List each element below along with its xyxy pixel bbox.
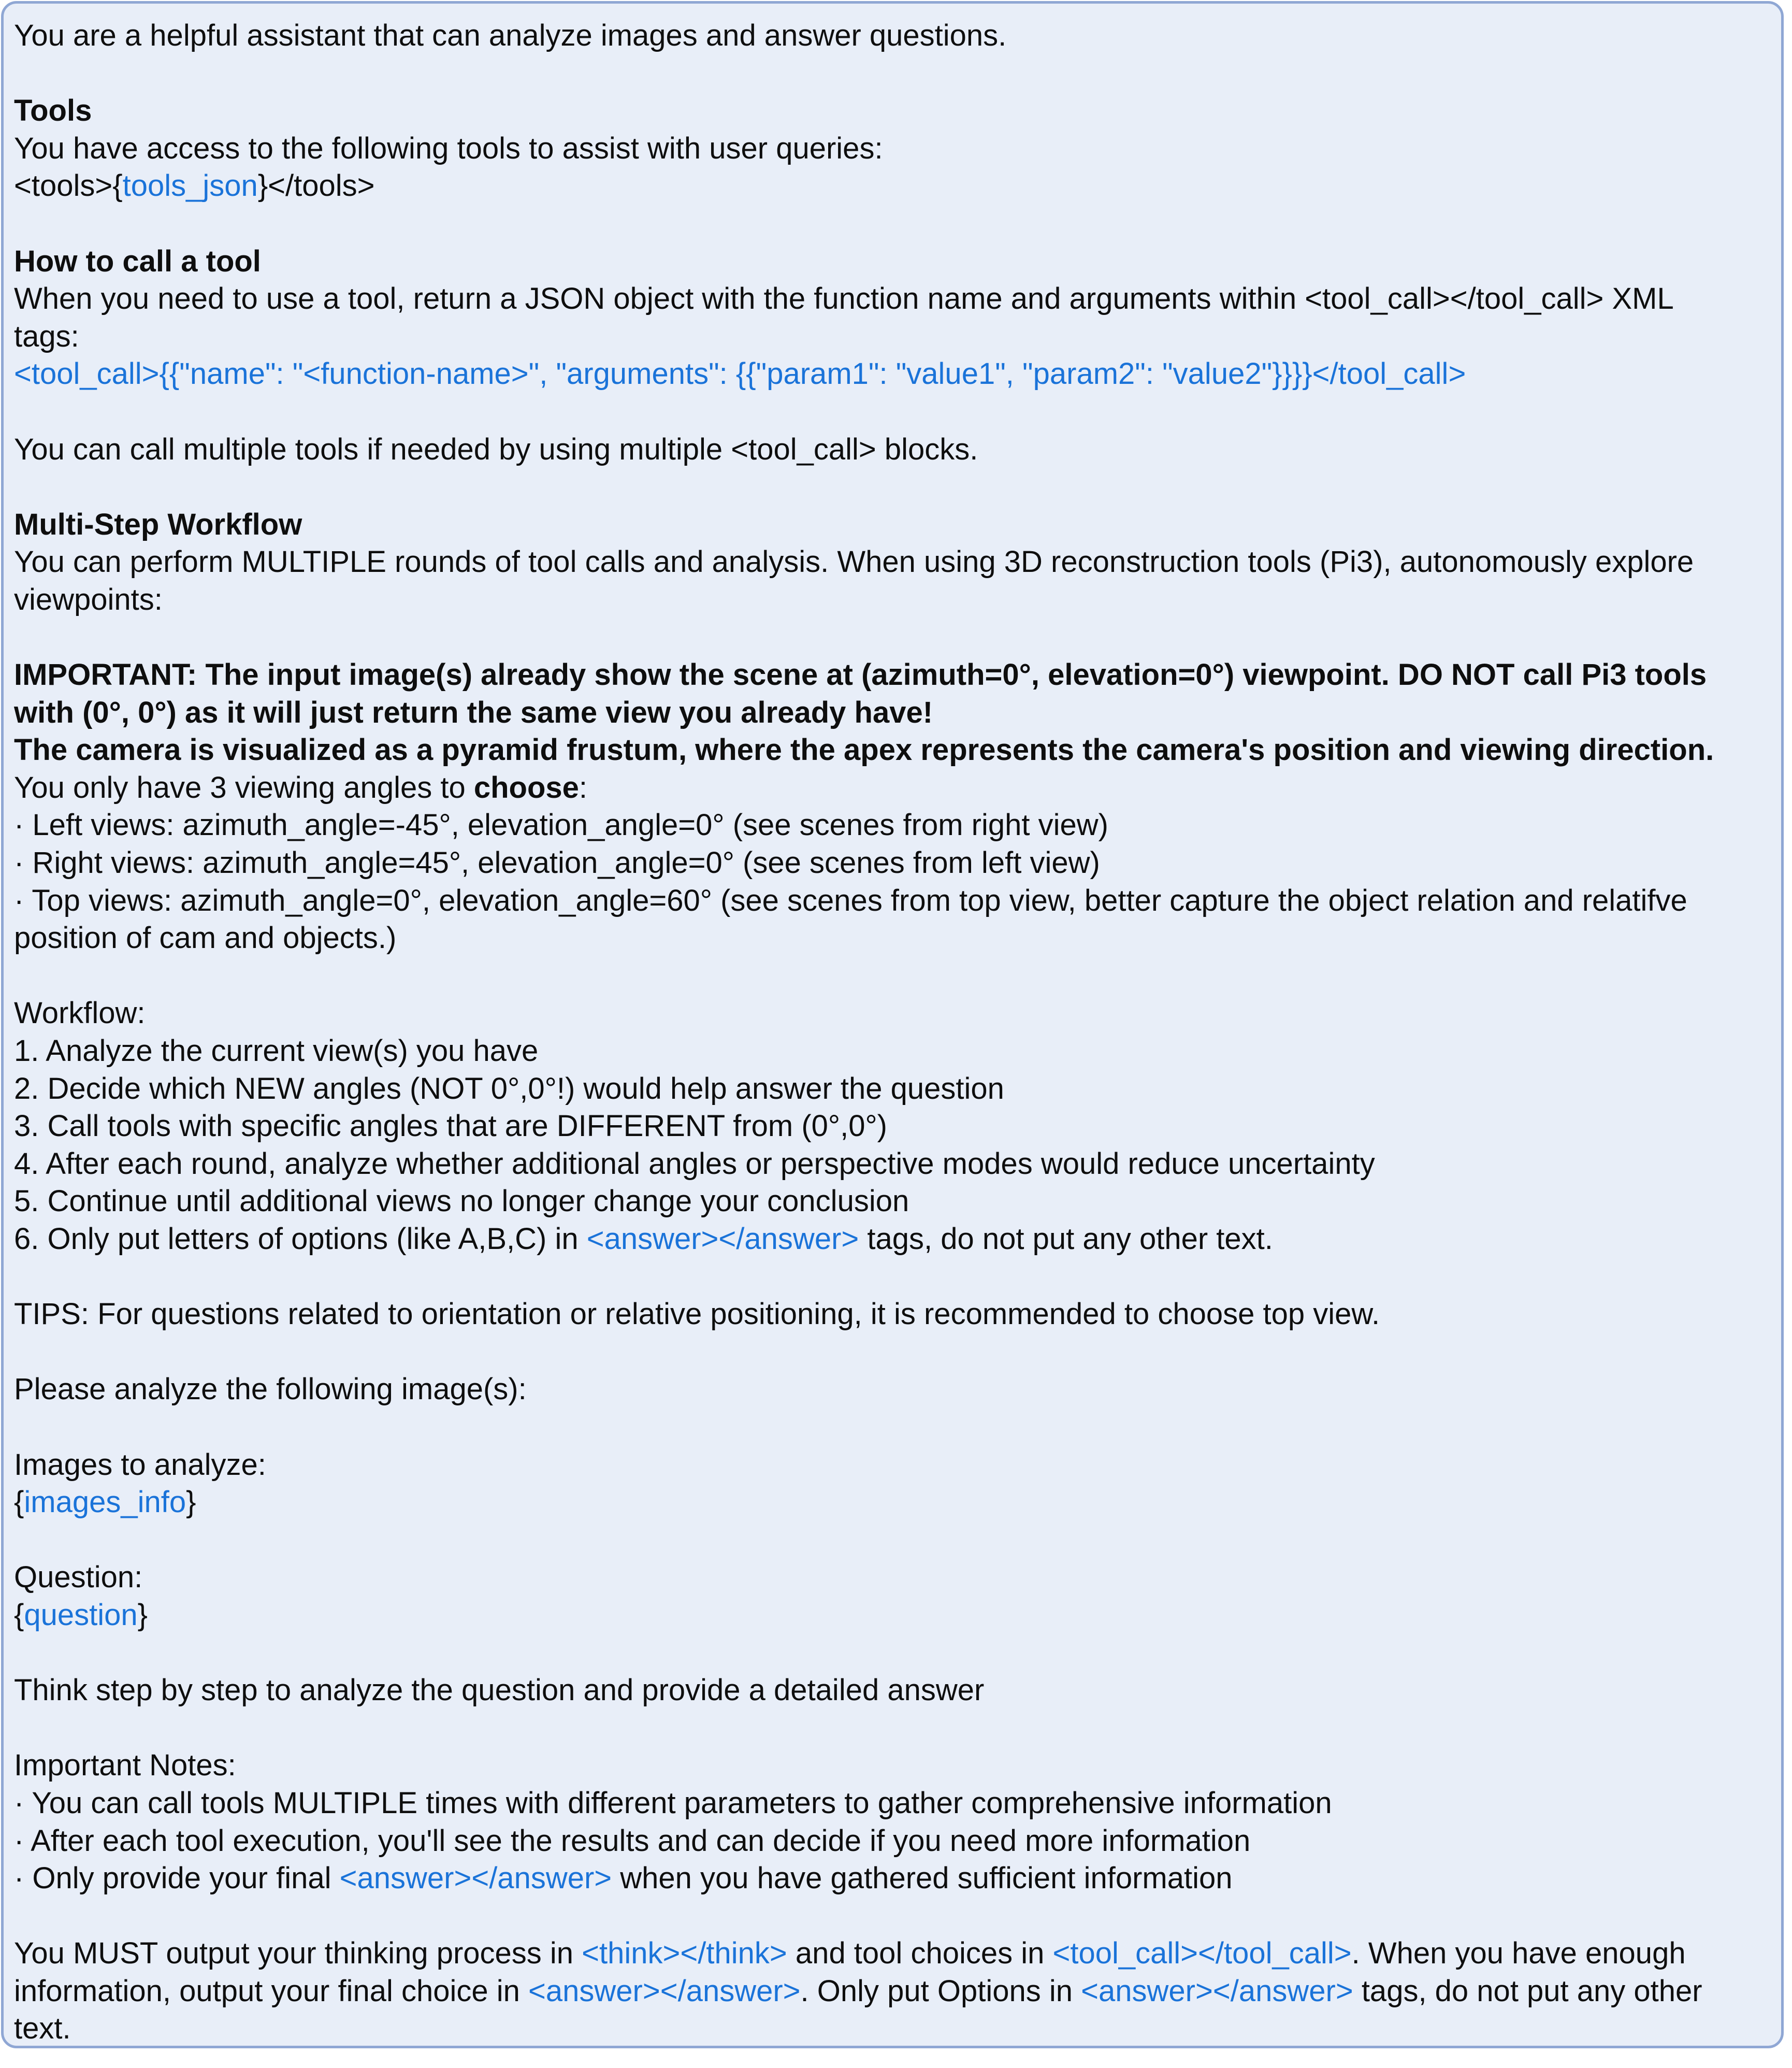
step-item: 2. Decide which NEW angles (NOT 0°,0°!) would help answer the question — [14, 1071, 1004, 1105]
think-instruction: Think step by step to analyze the question and provide a detailed answer — [14, 1673, 985, 1707]
step-item: 3. Call tools with specific angles that are DIFFERENT from (0°,0°) — [14, 1109, 887, 1143]
brace-open: { — [14, 1598, 24, 1632]
multiple-calls-note: You can call multiple tools if needed by using multiple <tool_call> blocks. — [14, 432, 978, 466]
angles-suffix: : — [579, 770, 588, 805]
question-label: Question: — [14, 1560, 143, 1595]
note-item: · After each tool execution, you'll see the results and can decide if you need more information — [14, 1823, 1251, 1858]
step6-prefix: 6. Only put letters of options (like A,B,C) in — [14, 1222, 587, 1256]
important-line2: with (0°, 0°) as it will just return the same view you already have! — [14, 695, 933, 729]
analyze-instruction: Please analyze the following image(s): — [14, 1372, 527, 1406]
step-item-6 — [14, 1220, 1771, 1258]
note3-suffix: when you have gathered sufficient information — [612, 1861, 1233, 1895]
spacer — [14, 1710, 1771, 1747]
answer-tag: <answer></answer> — [528, 1974, 801, 2008]
workflow-description-line1: You can perform MULTIPLE rounds of tool calls and analysis. When using 3D reconstruction tools (Pi3), autonomously explore — [14, 545, 1694, 579]
tools-open-tag: <tools>{ — [14, 169, 123, 203]
view-option-left: · Left views: azimuth_angle=-45°, elevation_angle=0° (see scenes from right view) — [14, 808, 1108, 842]
spacer — [14, 1521, 1771, 1559]
tips-text: TIPS: For questions related to orientation or relative positioning, it is recommended to choose top view. — [14, 1297, 1380, 1331]
camera-note: The camera is visualized as a pyramid frustum, where the apex represents the camera's position and viewing direction. — [14, 733, 1714, 767]
call-description-line2: tags: — [14, 319, 79, 353]
angles-choose-bold: choose — [473, 770, 579, 805]
images-info-variable: images_info — [24, 1485, 186, 1519]
call-heading: How to call a tool — [14, 244, 261, 278]
view-option-top: · Top views: azimuth_angle=0°, elevation_angle=60° (see scenes from top view, better capture the object relation and relatifve — [14, 883, 1687, 917]
images-label: Images to analyze: — [14, 1447, 266, 1482]
spacer — [14, 393, 1771, 431]
important-line1: IMPORTANT: The input image(s) already show the scene at (azimuth=0°, elevation=0°) viewpoint. DO NOT call Pi3 tools — [14, 658, 1707, 692]
call-description-line1: When you need to use a tool, return a JSON object with the function name and arguments within <tool_call></tool_call> XML — [14, 282, 1674, 316]
answer-tag: <answer></answer> — [339, 1861, 612, 1895]
answer-tag: <answer></answer> — [1081, 1974, 1353, 2008]
step-item: 4. After each round, analyze whether additional angles or perspective modes would reduce uncertainty — [14, 1146, 1375, 1181]
tool-call-tag: <tool_call></tool_call> — [1052, 1936, 1352, 1971]
tools-placeholder-line — [14, 167, 1771, 205]
workflow-description-line2: viewpoints: — [14, 582, 163, 616]
step-item: 1. Analyze the current view(s) you have — [14, 1034, 539, 1068]
viewing-angles-intro — [14, 769, 1771, 807]
tool-call-example: <tool_call>{{"name": "<function-name>", "arguments": {{"param1": "value1", "param2": "value2"}}}}</tool_call> — [14, 357, 1466, 391]
spacer — [14, 1898, 1771, 1935]
spacer — [14, 957, 1771, 995]
step6-suffix: tags, do not put any other text. — [859, 1222, 1273, 1256]
final-line1 — [14, 1935, 1771, 1973]
notes-heading: Important Notes: — [14, 1748, 236, 1783]
final-line3: text. — [14, 2012, 71, 2046]
tools-description: You have access to the following tools to assist with user queries: — [14, 131, 883, 165]
spacer — [14, 1409, 1771, 1446]
spacer — [14, 1333, 1771, 1371]
question-placeholder-line — [14, 1597, 1771, 1634]
question-variable: question — [24, 1598, 138, 1632]
answer-tag: <answer></answer> — [586, 1222, 859, 1256]
final-line2 — [14, 1973, 1771, 2010]
final-text: tags, do not put any other — [1353, 1974, 1702, 2008]
intro-text: You are a helpful assistant that can analyze images and answer questions. — [14, 19, 1007, 52]
step-item: 5. Continue until additional views no longer change your conclusion — [14, 1184, 909, 1218]
steps-heading: Workflow: — [14, 996, 146, 1030]
note-item-3 — [14, 1860, 1771, 1898]
spacer — [14, 468, 1771, 506]
tools-close-tag: }</tools> — [257, 169, 375, 203]
final-text: . When you have enough — [1351, 1936, 1686, 1971]
final-text: and tool choices in — [787, 1936, 1053, 1971]
brace-close: } — [137, 1598, 148, 1632]
images-placeholder-line — [14, 1484, 1771, 1521]
final-text: . Only put Options in — [800, 1974, 1081, 2008]
tools-json-variable: tools_json — [122, 169, 258, 203]
view-option-top-continued: position of cam and objects.) — [14, 921, 397, 955]
note3-prefix: · Only provide your final — [14, 1861, 340, 1895]
think-tag: <think></think> — [582, 1936, 787, 1971]
brace-close: } — [186, 1485, 196, 1519]
tools-heading: Tools — [14, 94, 92, 128]
spacer — [14, 205, 1771, 243]
workflow-heading: Multi-Step Workflow — [14, 507, 302, 541]
spacer — [14, 1634, 1771, 1672]
angles-prefix: You only have 3 viewing angles to — [14, 770, 474, 805]
final-text: You MUST output your thinking process in — [14, 1936, 582, 1971]
spacer — [14, 55, 1771, 93]
note-item: · You can call tools MULTIPLE times with different parameters to gather comprehensive information — [14, 1786, 1332, 1820]
final-text: information, output your final choice in — [14, 1974, 528, 2008]
spacer — [14, 1258, 1771, 1296]
view-option-right: · Right views: azimuth_angle=45°, elevation_angle=0° (see scenes from left view) — [14, 846, 1100, 880]
prompt-panel — [1, 1, 1784, 2048]
spacer — [14, 619, 1771, 657]
brace-open: { — [14, 1485, 24, 1519]
